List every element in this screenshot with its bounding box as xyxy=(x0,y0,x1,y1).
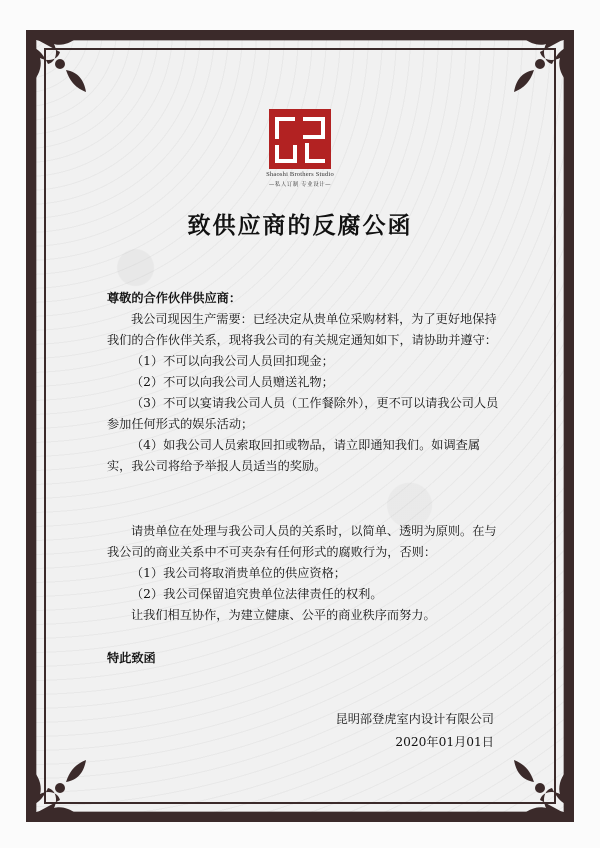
paragraph-cooperation: 让我们相互协作，为建立健康、公平的商业秩序而努力。 xyxy=(131,608,436,622)
rule-item: （4）如我公司人员索取回扣或物品，请立即通知我们。如调查属实，我公司将给予举报人员适当的奖励。 xyxy=(107,438,481,473)
closing-line: 特此致函 xyxy=(107,651,156,665)
corner-ornament-icon xyxy=(500,748,570,818)
corner-ornament-icon xyxy=(30,748,100,818)
rule-item: （2）不可以向我公司人员赠送礼物； xyxy=(131,375,334,389)
logo-mark-icon xyxy=(269,109,331,169)
letter-title: 致供应商的反腐公函 xyxy=(187,213,413,239)
logo-tagline: —私人订制 专业设计— xyxy=(268,182,332,188)
corner-ornament-icon xyxy=(500,34,570,104)
paragraph-principle: 请贵单位在处理与我公司人员的关系时，以简单、透明为原则。在与我公司的商业关系中不可夹杂有任何形式的腐败行为，否则： xyxy=(107,524,497,559)
rule-item: （3）不可以宴请我公司人员（工作餐除外），更不可以请我公司人员参加任何形式的娱乐活动； xyxy=(107,396,499,431)
signature-company: 昆明部登虎室内设计有限公司 xyxy=(335,712,494,726)
corner-ornament-icon xyxy=(30,34,100,104)
greeting: 尊敬的合作伙伴供应商： xyxy=(107,291,242,305)
company-logo xyxy=(251,101,349,191)
paragraph-intro: 我公司现因生产需要：已经决定从贵单位采购材料，为了更好地保持我们的合作伙伴关系，现将我公司的有关规定通知如下，请协助并遵守： xyxy=(107,312,497,347)
rule-item: （1）不可以向我公司人员回扣现金； xyxy=(131,354,334,368)
logo-english-name: Shaoshi Brothers Studio xyxy=(266,171,334,178)
consequence-item: （2）我公司保留追究贵单位法律责任的权利。 xyxy=(131,587,383,601)
letter-body xyxy=(107,288,501,669)
signature-date: 2020年01月01日 xyxy=(395,735,494,749)
consequence-item: （1）我公司将取消贵单位的供应资格； xyxy=(131,566,346,580)
